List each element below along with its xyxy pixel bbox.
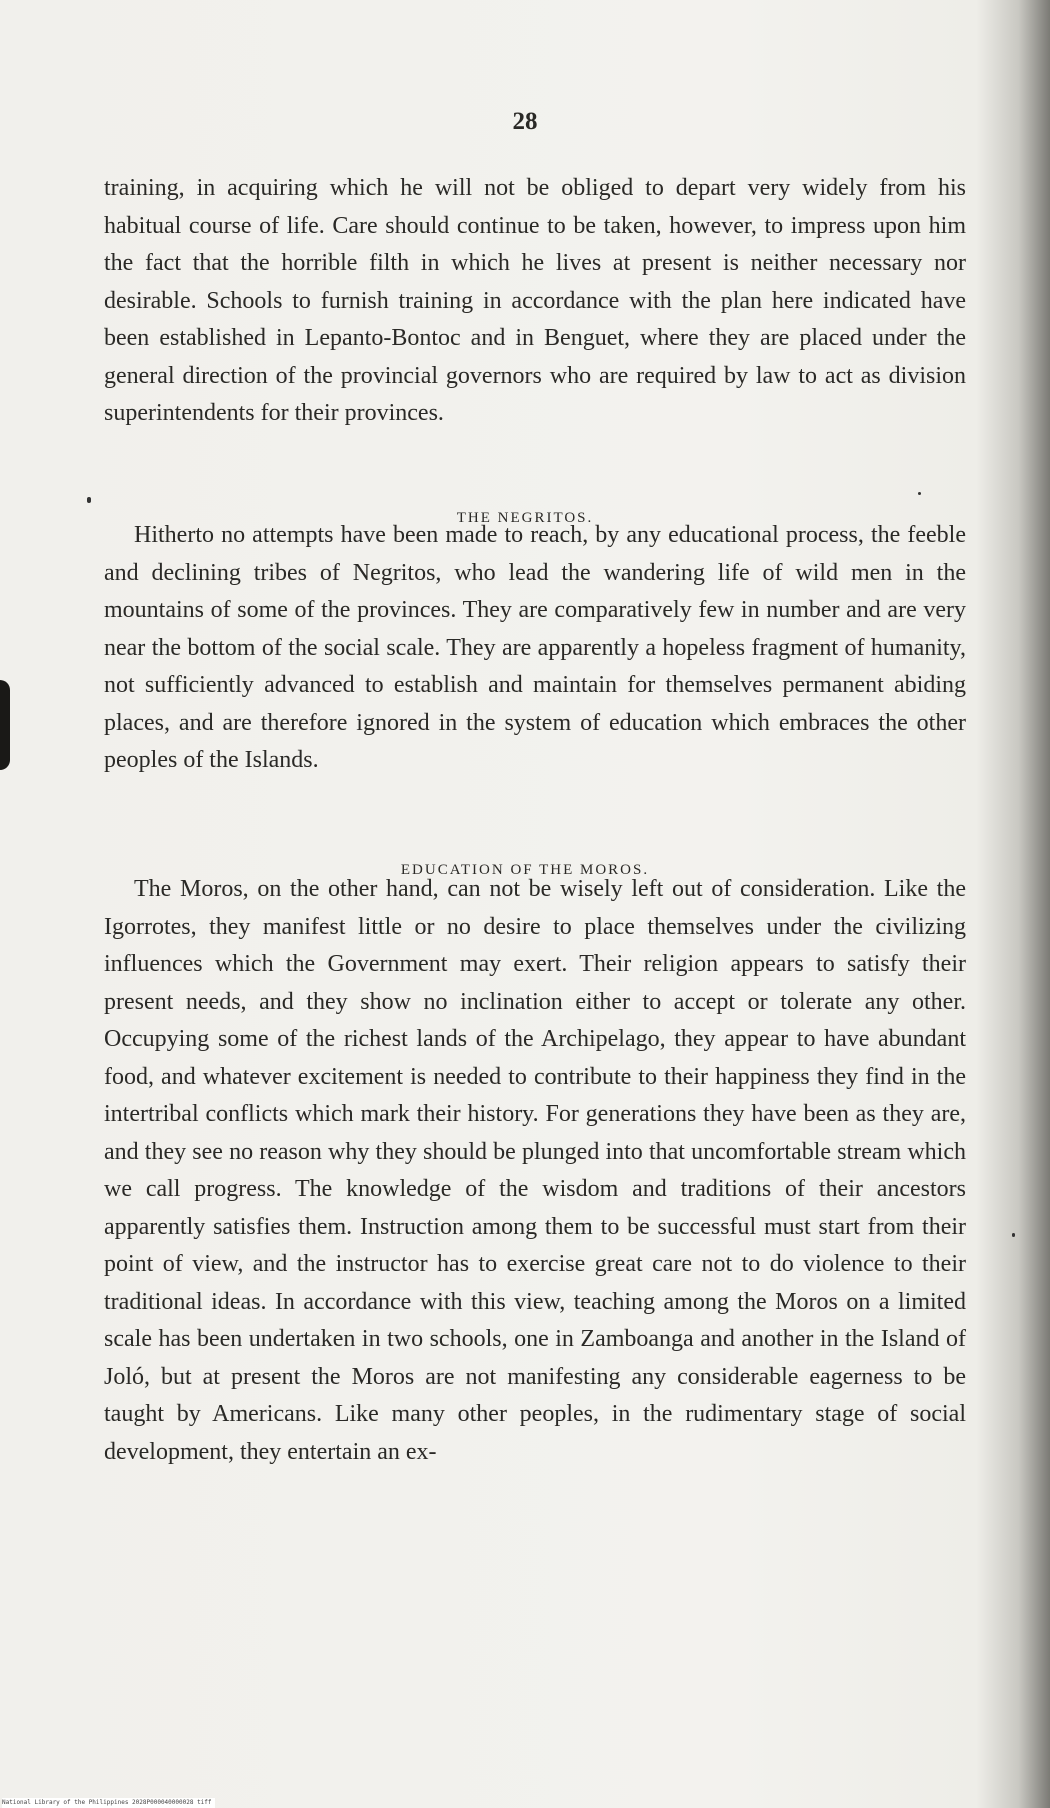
binding-shadow-mark <box>0 680 10 770</box>
ink-speck <box>1012 1233 1015 1237</box>
scan-footer-label: National Library of the Philippines 2028P000040000028 tiff <box>2 1798 215 1808</box>
paragraph-continuation: training, in acquiring which he will not be obliged to depart very widely from his habitual course of life. Care should continue to be taken, however, to impress upon him the fact that the horrible filth in which he lives at present is neither necessary nor desirable. Schools to furnish training in accordance with the plan here indicated have been established in Lepanto-Bontoc and in Benguet, where they are placed under the general direction of the provincial governors who are required by law to act as division superintendents for their provinces. <box>104 175 966 426</box>
section-heading-moros: EDUCATION OF THE MOROS. <box>400 862 650 878</box>
paragraph-block <box>104 170 966 433</box>
paragraph-negritos: Hitherto no attempts have been made to reach, by any educational process, the feeble and declining tribes of Negritos, who lead the wandering life of wild men in the mountains of some of the provinces. They are comparatively few in number and are very near the bottom of the social scale. They are apparently a hopeless fragment of humanity, not sufficiently advanced to establish and maintain for themselves permanent abiding places, and are therefore ignored in the system of education which embraces the other peoples of the Islands. <box>104 522 966 773</box>
paragraph-block <box>104 871 966 1471</box>
paragraph-block <box>104 517 966 780</box>
page-number: 28 <box>512 108 538 135</box>
ink-speck <box>87 497 91 503</box>
paragraph-moros: The Moros, on the other hand, can not be wisely left out of consideration. Like the Igorrotes, they manifest little or no desire to place themselves under the civilizing influences which the Government may exert. Their religion appears to satisfy their present needs, and they show no inclination either to accept or tolerate any other. Occupying some of the richest lands of the Archipelago, they appear to have abundant food, and whatever excitement is needed to contribute to their happiness they find in the intertribal conflicts which mark their history. For generations they have been as they are, and they see no reason why they should be plunged into that uncomfortable stream which we call progress. The knowledge of the wisdom and traditions of their ancestors apparently satisfies them. Instruction among them to be successful must start from their point of view, and the instructor has to exercise great care not to do violence to their traditional ideas. In accordance with this view, teaching among the Moros on a limited scale has been undertaken in two schools, one in Zamboanga and another in the Island of Joló, but at present the Moros are not manifesting any considerable eagerness to be taught by Americans. Like many other peoples, in the rudimentary stage of social development, they entertain an ex- <box>104 876 966 1465</box>
section-heading-negritos: THE NEGRITOS. <box>456 510 594 526</box>
ink-speck <box>918 492 921 495</box>
